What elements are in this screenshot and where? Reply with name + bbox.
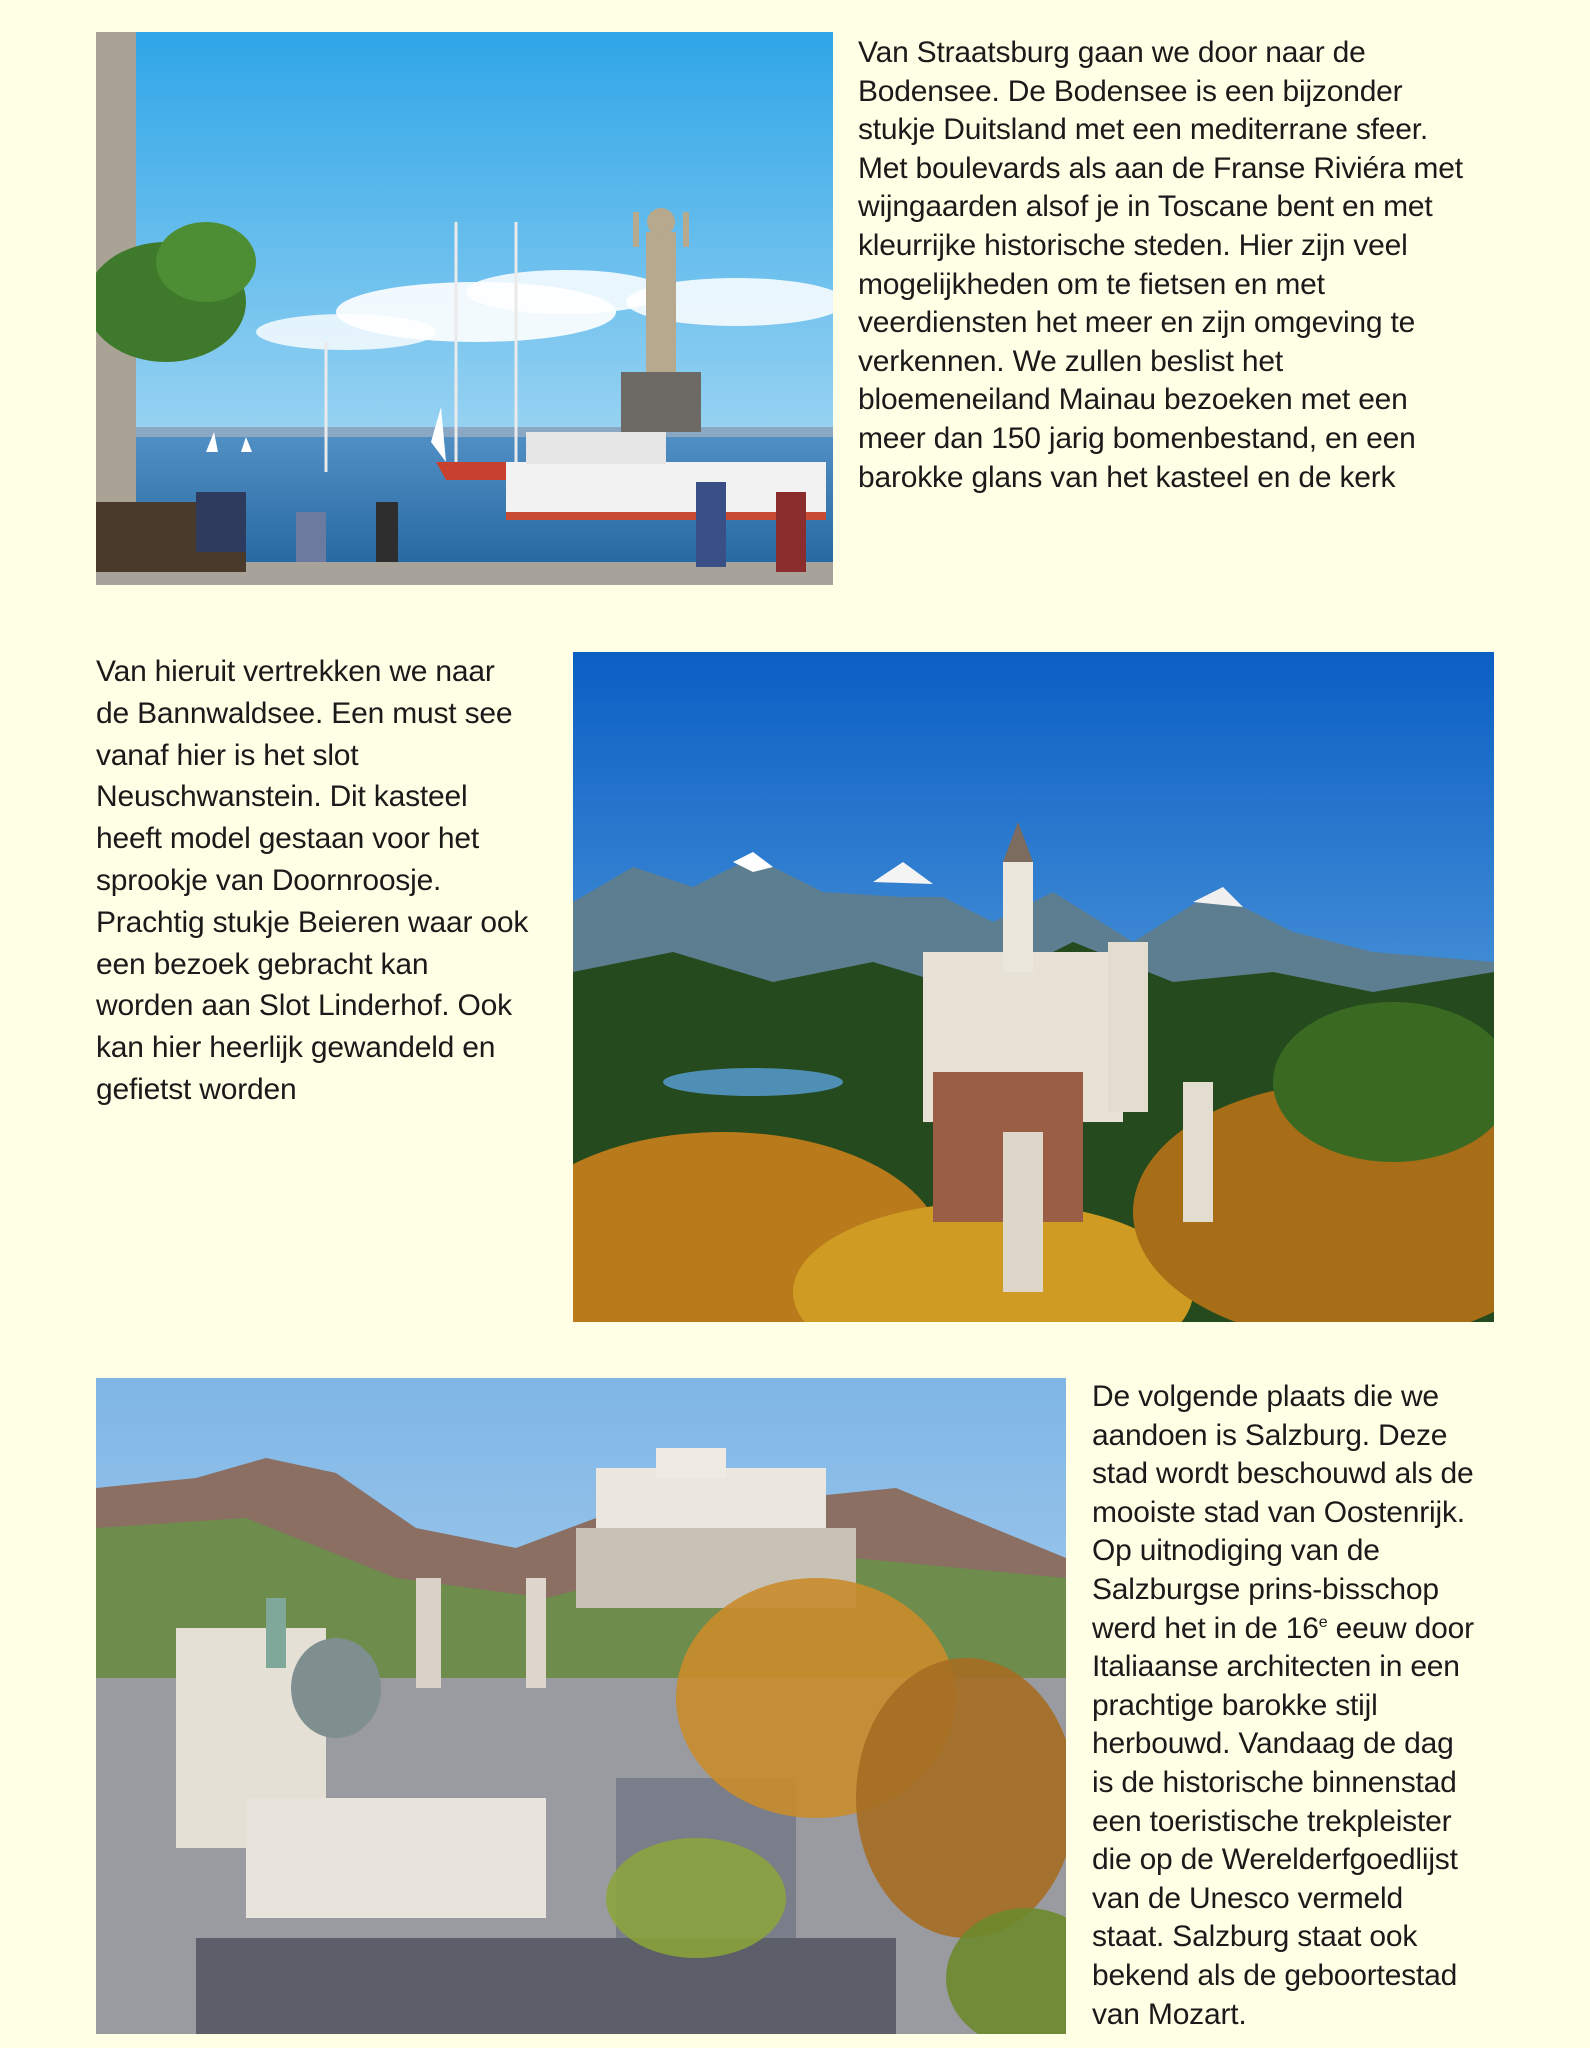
salzburg-text [1092, 1378, 1562, 2034]
neuschwanstein-photo [573, 652, 1494, 1322]
neuschwanstein-text: Van hieruit vertrekken we naar de Bannwaldsee. Een must see vanaf hier is het slot Neuschwanstein. Dit kasteel heeft model gestaan voor het sprookje van Doornroosje. Prachtig stukje Beieren waar ook een bezoek gebracht kan worden aan Slot Linderhof. Ook kan hier heerlijk gewandeld en gefietst worden [96, 655, 529, 1106]
salzburg-text-part2: eeuw door Italiaanse architecten in een prachtige barokke stijl herbouwd. Vandaag de dag is de historische binnenstad een toeristische trekpleister die op de Werelderfgoedlijst van de Unesco vermeld staat. Salzburg staat ook bekend als de geboortestad van Mozart. [1092, 1611, 1474, 2031]
bodensee-photo [96, 32, 833, 585]
salzburg-photo [96, 1378, 1066, 2034]
bodensee-text: Van Straatsburg gaan we door naar de Bodensee. De Bodensee is een bijzonder stukje Duitsland met een mediterrane sfeer. Met boulevards als aan de Franse Riviéra met wijngaarden alsof je in Toscane bent en met kleurrijke historische steden. Hier zijn veel mogelijkheden om te fietsen en met veerdiensten het meer en zijn omgeving te verkennen. We zullen beslist het bloemeneiland Mainau bezoeken met een meer dan 150 jarig bomenbestand, en een barokke glans van het kasteel en de kerk [858, 36, 1463, 494]
century-superscript: e [1318, 1613, 1328, 1631]
salzburg-text-part1: De volgende plaats die we aandoen is Salzburg. Deze stad wordt beschouwd als de mooiste stad van Oostenrijk. Op uitnodiging van de Salzburgse prins-bisschop werd het in de 16 [1092, 1380, 1474, 1645]
